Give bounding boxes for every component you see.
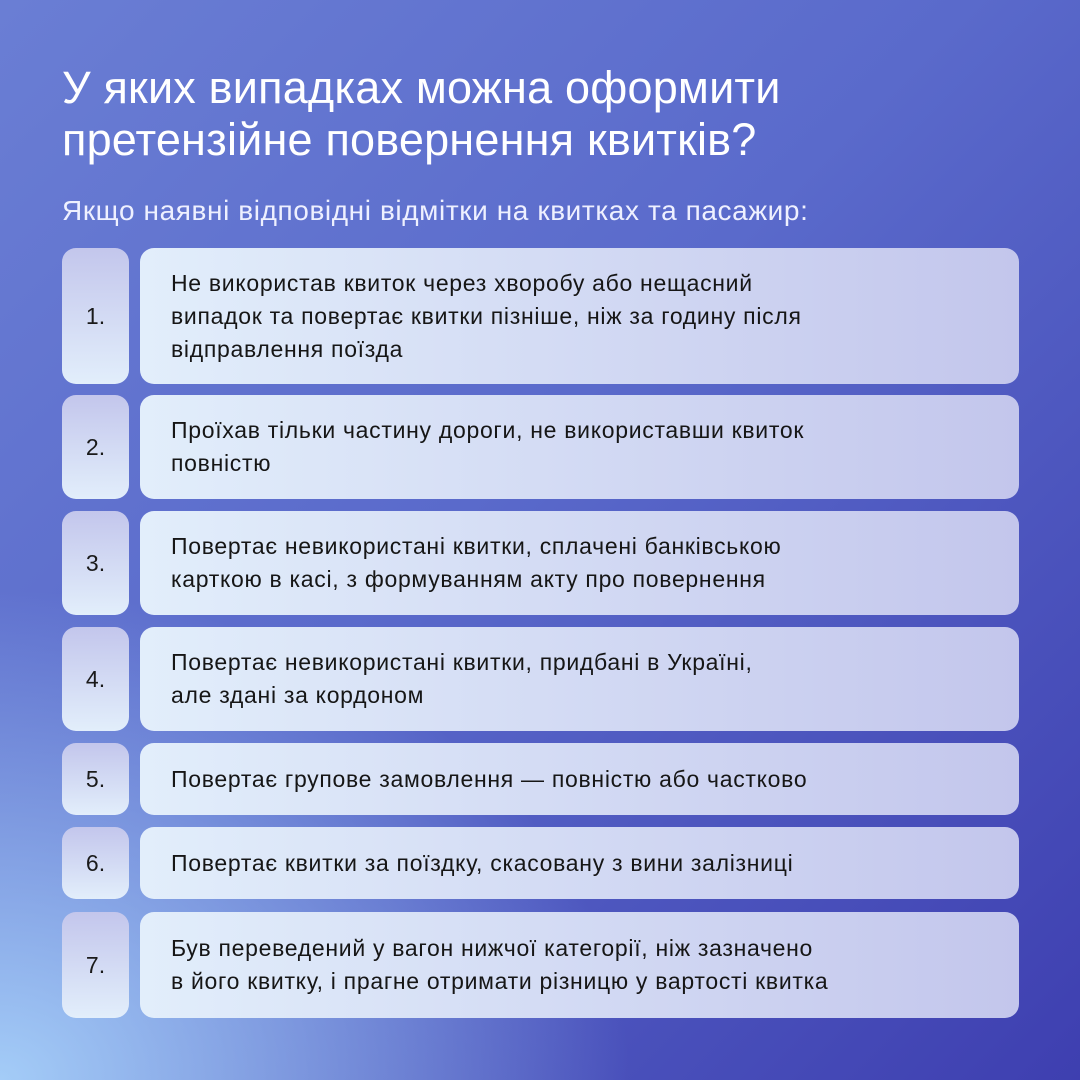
item-card xyxy=(140,912,1019,1018)
list-item-1 xyxy=(62,248,1019,384)
item-number: 3. xyxy=(62,511,129,615)
list-item-7 xyxy=(62,912,1019,1018)
item-text: Був переведений у вагон нижчої категорії, ніж зазначено xyxy=(171,935,814,961)
item-text: Не використав квиток через хворобу або нещасний xyxy=(171,269,753,296)
item-number: 2. xyxy=(62,395,129,499)
item-text: але здані за кордоном xyxy=(171,682,425,708)
list-item-3 xyxy=(62,511,1019,615)
page-title xyxy=(62,62,1022,166)
item-card xyxy=(140,827,1019,899)
item-card xyxy=(140,511,1019,615)
item-text: Повертає невикористані квитки, придбані в Україні, xyxy=(171,649,753,675)
item-card xyxy=(140,743,1019,815)
item-text: Повертає квитки за поїздку, скасовану з вини залізниці xyxy=(171,849,794,876)
page-title-line-1: У яких випадках можна оформити xyxy=(62,62,781,113)
item-text: Повертає невикористані квитки, сплачені банківською xyxy=(171,533,782,559)
page-title-line-2: претензійне повернення квитків? xyxy=(62,114,757,165)
list-item-2 xyxy=(62,395,1019,499)
item-number: 6. xyxy=(62,827,129,899)
item-text: Проїхав тільки частину дороги, не використавши квиток xyxy=(171,417,805,443)
item-text: карткою в касі, з формуванням акту про повернення xyxy=(171,566,766,592)
list-item-5 xyxy=(62,743,1019,815)
list-item-4 xyxy=(62,627,1019,731)
list-item-6 xyxy=(62,827,1019,899)
item-number: 1. xyxy=(62,248,129,384)
item-number: 5. xyxy=(62,743,129,815)
item-text: випадок та повертає квитки пізніше, ніж за годину після xyxy=(171,302,802,329)
item-text: повністю xyxy=(171,450,272,476)
item-text: в його квитку, і прагне отримати різницю у вартості квитка xyxy=(171,968,829,994)
item-card xyxy=(140,395,1019,499)
subtitle: Якщо наявні відповідні відмітки на квитках та пасажир: xyxy=(62,195,809,226)
item-card xyxy=(140,627,1019,731)
item-card xyxy=(140,248,1019,384)
item-number: 7. xyxy=(62,912,129,1018)
item-number: 4. xyxy=(62,627,129,731)
item-text: Повертає групове замовлення — повністю або частково xyxy=(171,765,808,792)
item-text: відправлення поїзда xyxy=(171,335,404,362)
